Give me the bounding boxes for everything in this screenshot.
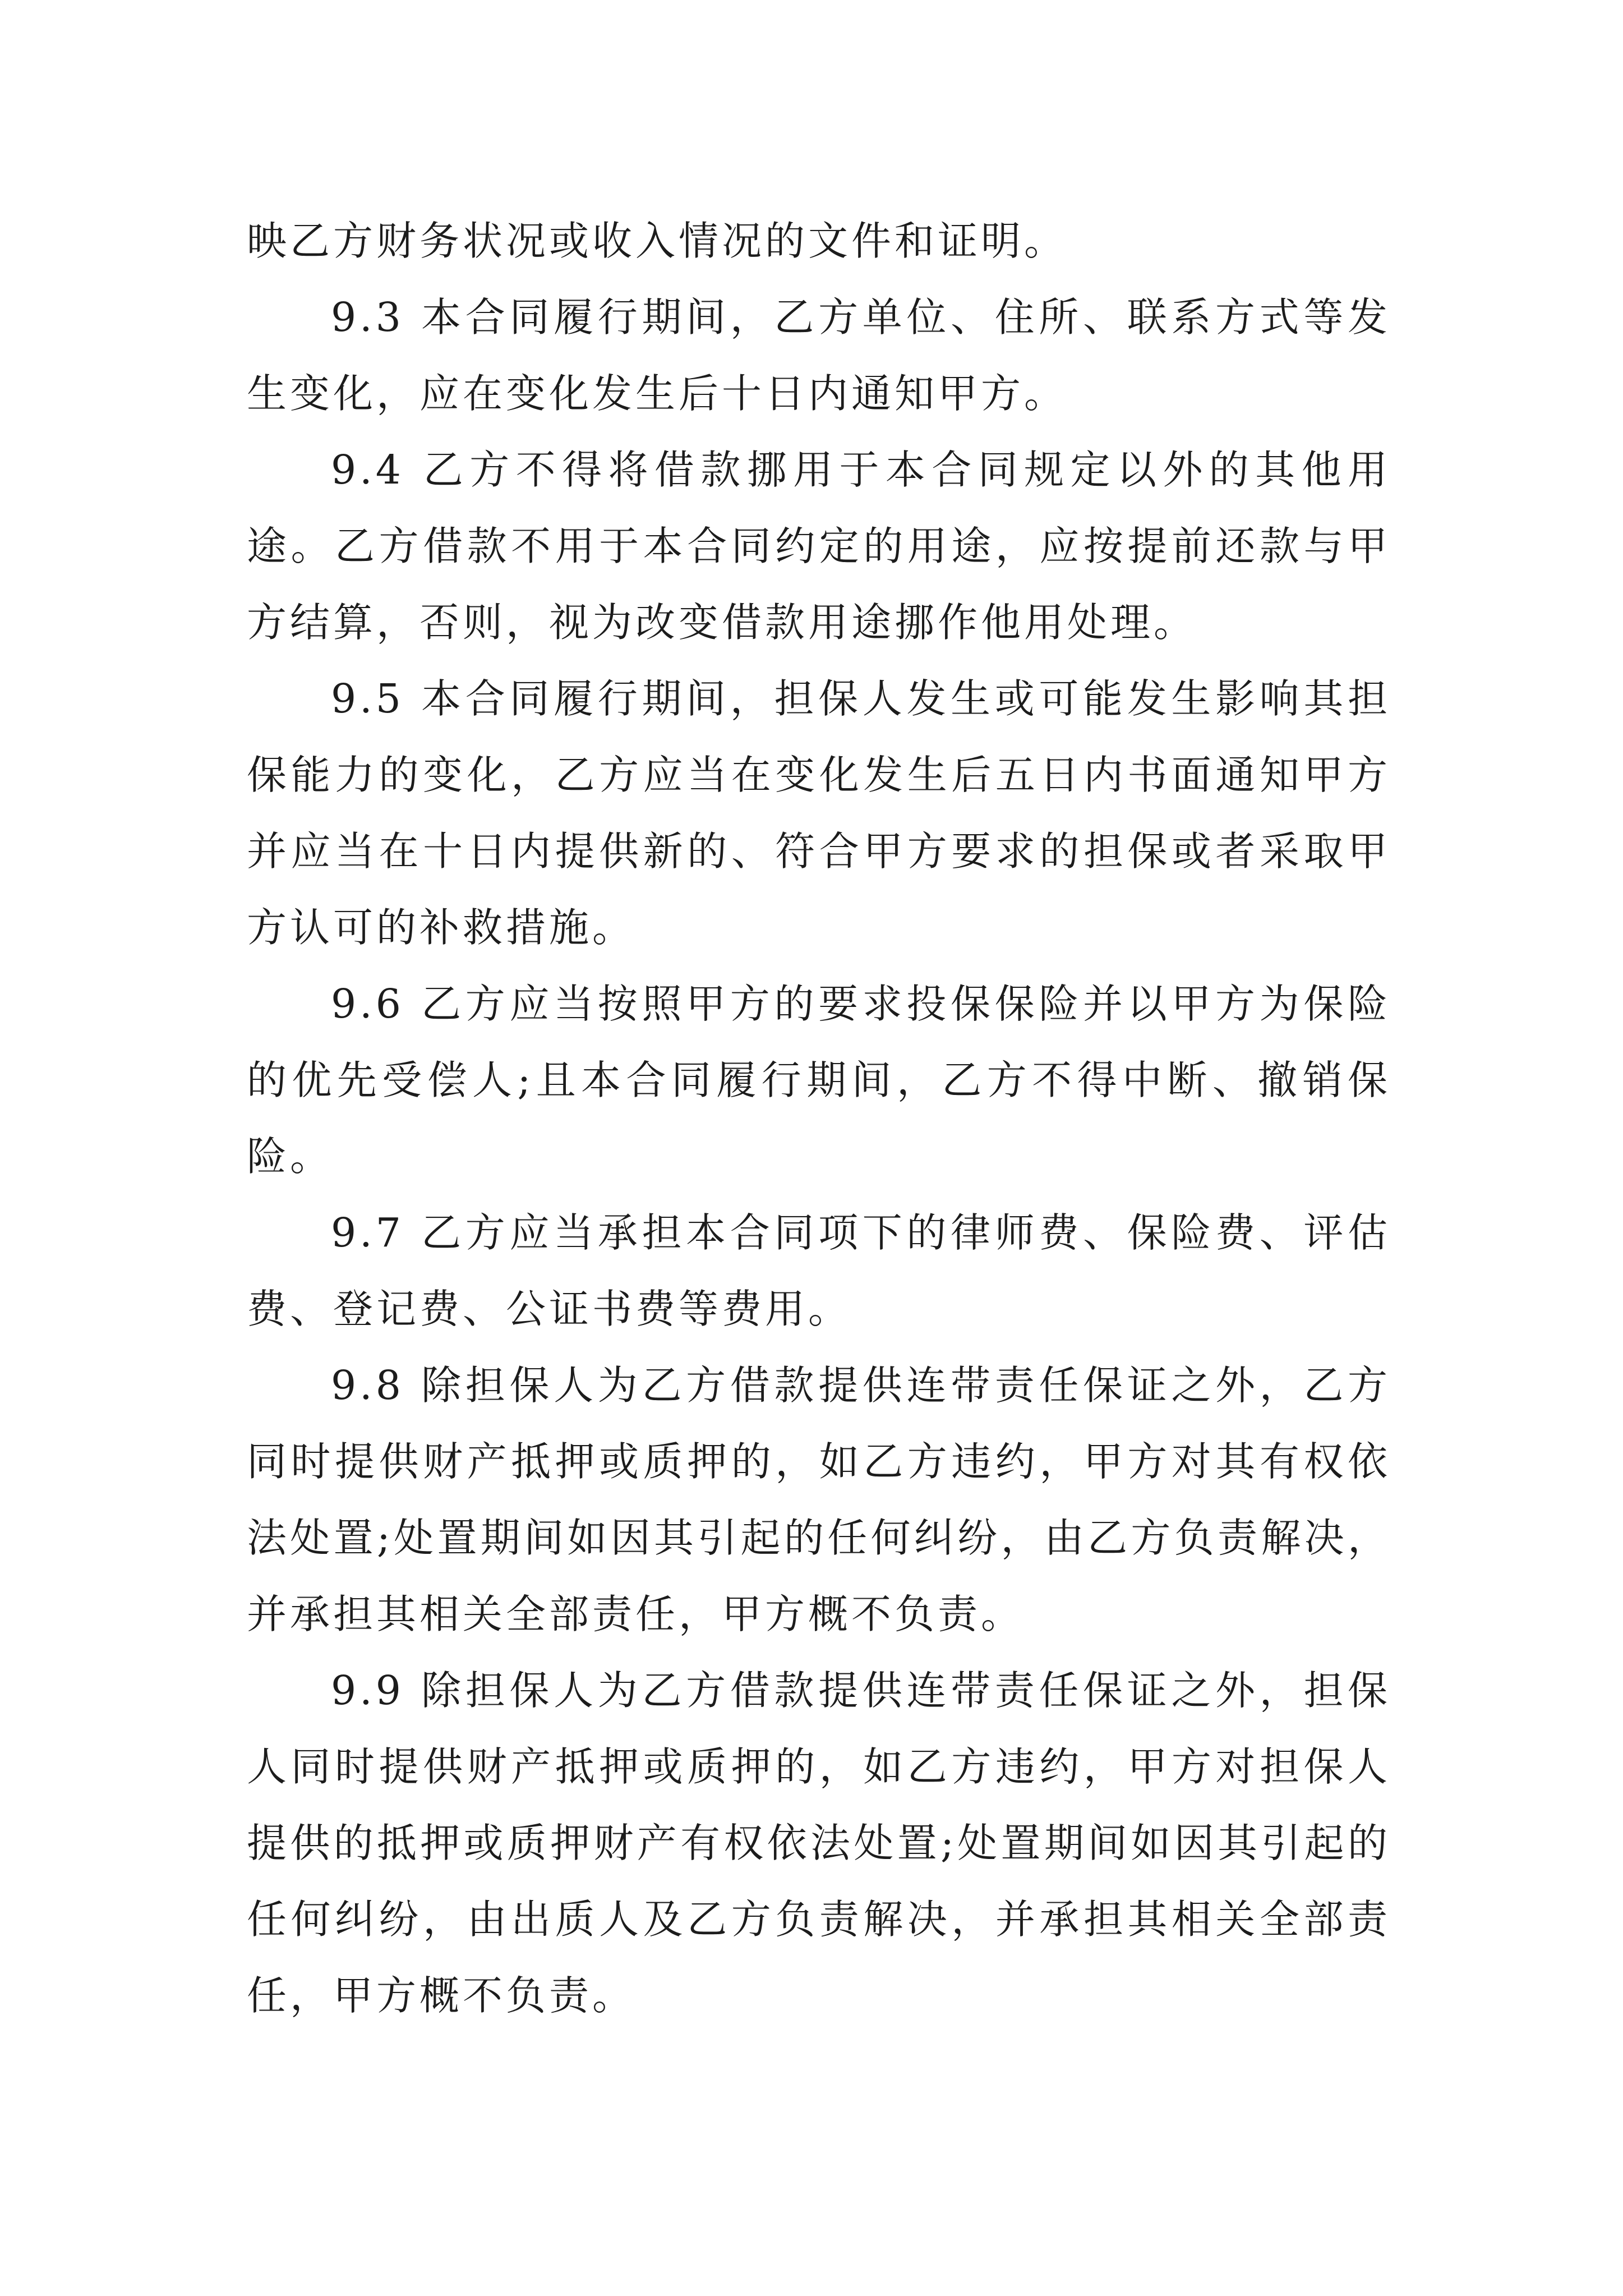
paragraph-9-6: 9.6 乙方应当按照甲方的要求投保保险并以甲方为保险的优先受偿人;且本合同履行期间，乙方不得中断、撤销保险。	[247, 981, 1391, 1180]
paragraph-continued: 映乙方财务状况或收入情况的文件和证明。	[247, 218, 1068, 264]
document-body	[247, 203, 1391, 2034]
paragraph-9-3: 9.3 本合同履行期间，乙方单位、住所、联系方式等发生变化，应在变化发生后十日内通知甲方。	[247, 294, 1391, 417]
paragraph-9-5: 9.5 本合同履行期间，担保人发生或可能发生影响其担保能力的变化，乙方应当在变化发生后五日内书面通知甲方并应当在十日内提供新的、符合甲方要求的担保或者采取甲方认可的补救措施。	[247, 675, 1391, 951]
paragraph-9-4: 9.4 乙方不得将借款挪用于本合同规定以外的其他用途。乙方借款不用于本合同约定的用途，应按提前还款与甲方结算，否则，视为改变借款用途挪作他用处理。	[247, 447, 1391, 646]
paragraph-9-8: 9.8 除担保人为乙方借款提供连带责任保证之外，乙方同时提供财产抵押或质押的，如乙方违约，甲方对其有权依法处置;处置期间如因其引起的任何纠纷，由乙方负责解决，并承担其相关全部责任，甲方概不负责。	[247, 1362, 1391, 1637]
paragraph-9-9: 9.9 除担保人为乙方借款提供连带责任保证之外，担保人同时提供财产抵押或质押的，如乙方违约，甲方对担保人提供的抵押或质押财产有权依法处置;处置期间如因其引起的任何纠纷，由出质人及乙方负责解决，并承担其相关全部责任，甲方概不负责。	[247, 1667, 1391, 2019]
paragraph-9-7: 9.7 乙方应当承担本合同项下的律师费、保险费、评估费、登记费、公证书费等费用。	[247, 1209, 1391, 1332]
